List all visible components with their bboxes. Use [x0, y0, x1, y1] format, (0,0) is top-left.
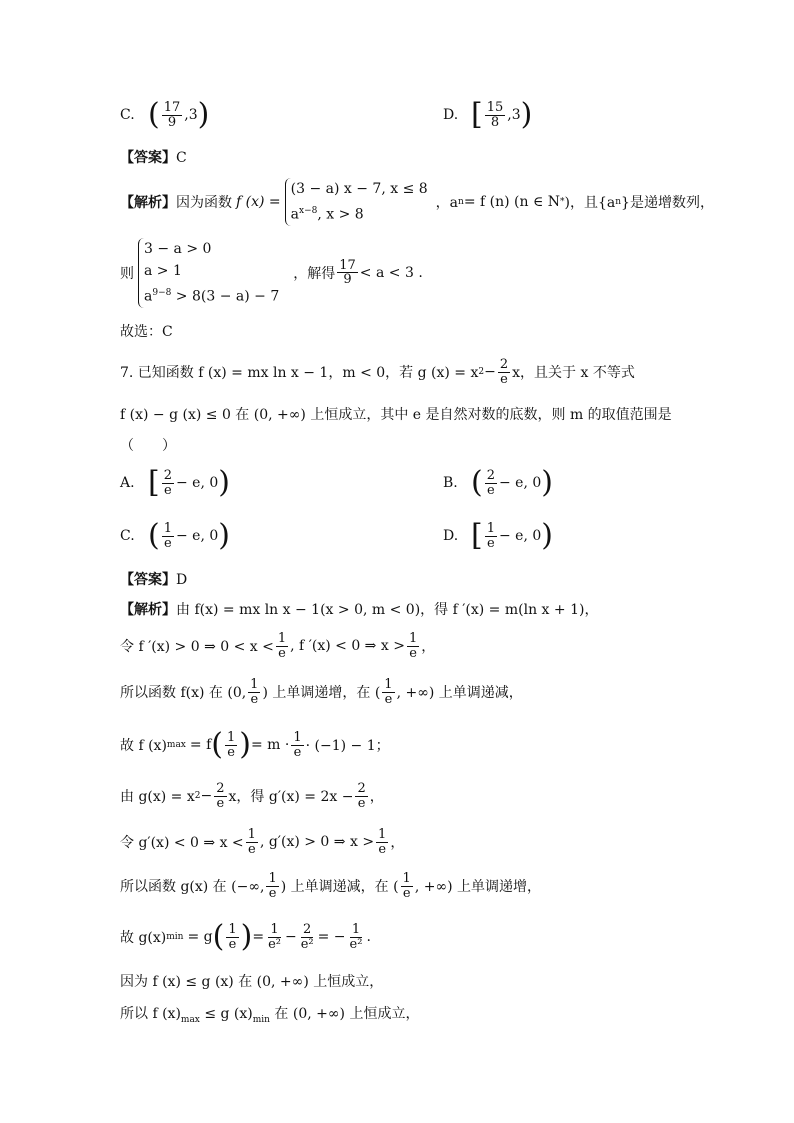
q7-stem: 7. 已知函数 f (x) = mx ln x − 1，m < 0，若 g (x) = x 2 − $\frac{2}{e}$ x，且关于 x 不等式: [120, 357, 635, 387]
q6-analysis: 【解析】 因为函数 f (x) = (3 − a) x − 7, x ≤ 8 $a^{x-8}$, x > 8 ，a n = f (n) (n ∈ N * )，且{a n }是递增数列，: [120, 178, 714, 226]
q7-step-4: 故 f (x) max = f ( $\frac{1}{e}$ ) = m · $\frac{1}{e}$ · (−1) − 1；: [120, 727, 390, 762]
q7-stem-line2: f (x) − g (x) ≤ 0 在 (0, +∞) 上恒成立，其中 e 是自然对数的底数，则 m 的取值范围是: [120, 407, 672, 423]
q7-step-7: 所以函数 g(x) 在 (−∞, $\frac{1}{e}$ ) 上单调递减，在 ( $\frac{1}{e}$ , +∞) 上单调递增，: [120, 871, 542, 901]
q7-step-8: 故 g(x) min = g ( $\frac{1}{e}$ ) = $\frac{1}{\text{e²}}$ − $\frac{2}{\text{e²}}$ = − $\frac{1}{\text{e²}}$ .: [120, 919, 371, 954]
q7-option-c: C. ( $\frac{1}{e}$ − e, 0 ): [120, 518, 230, 553]
q6-answer: 【答案】C: [120, 150, 187, 166]
fraction-denominator: 9: [167, 114, 177, 130]
fraction-denominator: 8: [490, 114, 500, 130]
q6-conditions: 则 3 − a > 0 a > 1 $a^{9-8} > 8(3 - a) - 7$ ，解得 $\frac{17}{9}$ < a < 3 .: [120, 238, 423, 308]
q7-option-d: D. [ $\frac{1}{e}$ − e, 0 ): [443, 518, 553, 553]
q7-step-6: 令 g′(x) < 0 ⇒ x < $\frac{1}{e}$ , g′(x) > 0 ⇒ x > $\frac{1}{e}$ ，: [120, 827, 405, 857]
q7-step-9: 因为 f (x) ≤ g (x) 在 (0, +∞) 上恒成立，: [120, 974, 384, 990]
option-label: D.: [443, 107, 459, 123]
option-d-prev: D. [ $\frac{15}{8}$ ,3 ): [443, 97, 533, 132]
fraction-numerator: 15: [486, 99, 504, 115]
q7-step-5: 由 g(x) = x 2 − $\frac{2}{e}$ x，得 g′(x) = 2x − $\frac{2}{e}$ ，: [120, 781, 384, 811]
q7-option-b: B. ( $\frac{2}{e}$ − e, 0 ): [443, 465, 553, 500]
q6-choose: 故选：C: [120, 324, 173, 340]
conditions-brace: 3 − a > 0 a > 1 $a^{9-8} > 8(3 - a) - 7$: [138, 238, 279, 308]
option-c-prev: C. ( $\frac{17}{9}$ ,3 ): [120, 97, 210, 132]
fraction-numerator: 17: [163, 99, 181, 115]
option-text: ,3: [184, 107, 198, 123]
q7-paren: （ ）: [120, 438, 176, 454]
q7-answer: 【答案】D: [120, 572, 188, 588]
piecewise-brace: (3 − a) x − 7, x ≤ 8 $a^{x-8}$, x > 8: [285, 178, 428, 226]
q7-step-1: 【解析】由 f(x) = mx ln x − 1(x > 0, m < 0)，得 f ′(x) = m(ln x + 1)，: [120, 602, 599, 618]
q7-step-3: 所以函数 f(x) 在 (0, $\frac{1}{e}$ ) 上单调递增，在 ( $\frac{1}{e}$ , +∞) 上单调递减，: [120, 677, 523, 707]
q7-option-a: A. [ $\frac{2}{e}$ − e, 0 ): [120, 465, 230, 500]
q7-step-2: 令 f ′(x) > 0 ⇒ 0 < x < $\frac{1}{e}$ , f ′(x) < 0 ⇒ x > $\frac{1}{e}$ ，: [120, 631, 436, 661]
option-label: C.: [120, 107, 135, 123]
q7-step-10: 所以 f $(x)_{max} \le g$ $(x)_{min}$ 在 (0, +∞) 上恒成立，: [120, 1006, 420, 1025]
option-text: ,3: [507, 107, 521, 123]
